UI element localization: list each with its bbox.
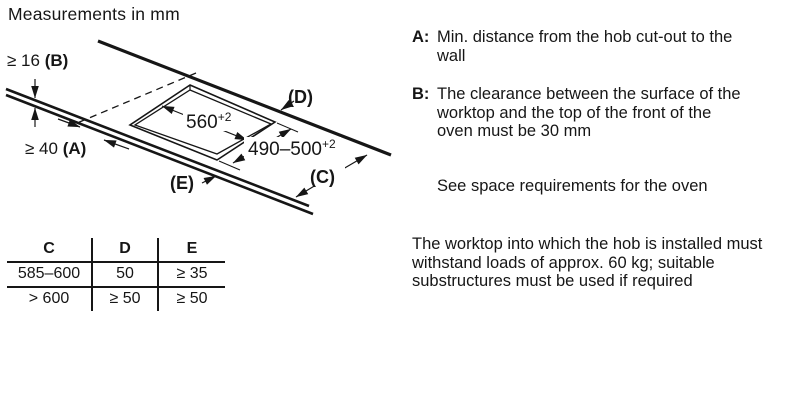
table-header-c: C [7, 238, 92, 262]
table-cell: 50 [92, 262, 158, 287]
note-b-label: B: [412, 85, 430, 103]
dim-width-label: $560^{+2}$ [186, 110, 232, 133]
dim-depth-extension-line-2 [219, 161, 240, 170]
table-header-e: E [158, 238, 225, 262]
label-e-leader-arrow [202, 176, 216, 183]
cutout-hidden-edge-dashed-line [70, 73, 196, 126]
table-cell: ≥ 50 [176, 289, 208, 307]
dim-depth-label: $490-500^{+2}$ [248, 137, 336, 160]
dim-b-label: ≥ 16 (B) [7, 51, 69, 70]
note-b-text: The clearance between the surface of the worktop and the top of the front of the oven must be 30 mm [437, 85, 741, 140]
note-a-text: Min. distance from the hob cut-out to the wall [437, 28, 733, 65]
table-header-row [7, 238, 225, 262]
table-row [7, 262, 225, 287]
note-worktop-load: The worktop into which the hob is installed must withstand loads of approx. 60 kg; suitable substructures must be used if required [412, 235, 763, 290]
dim-a-label: ≥ 40 (A) [25, 139, 87, 158]
worktop-cutout-diagram [0, 0, 410, 235]
table-cell: > 600 [28, 289, 70, 307]
table-header-d: D [92, 238, 158, 262]
label-c: (C) [310, 167, 335, 187]
note-b [412, 85, 797, 141]
page-title: Measurements in mm [8, 4, 180, 24]
table-cell: ≥ 35 [158, 262, 225, 287]
note-a-label: A: [412, 28, 430, 46]
label-e: (E) [170, 173, 194, 193]
table-cell: ≥ 50 [92, 287, 158, 311]
notes-column [412, 28, 797, 291]
note-see-space-requirements: See space requirements for the oven [437, 176, 708, 195]
table-cell: 585–600 [7, 262, 92, 287]
table-row [7, 287, 225, 311]
note-a [412, 28, 797, 65]
dimensions-table [7, 238, 225, 311]
label-d: (D) [288, 87, 313, 107]
